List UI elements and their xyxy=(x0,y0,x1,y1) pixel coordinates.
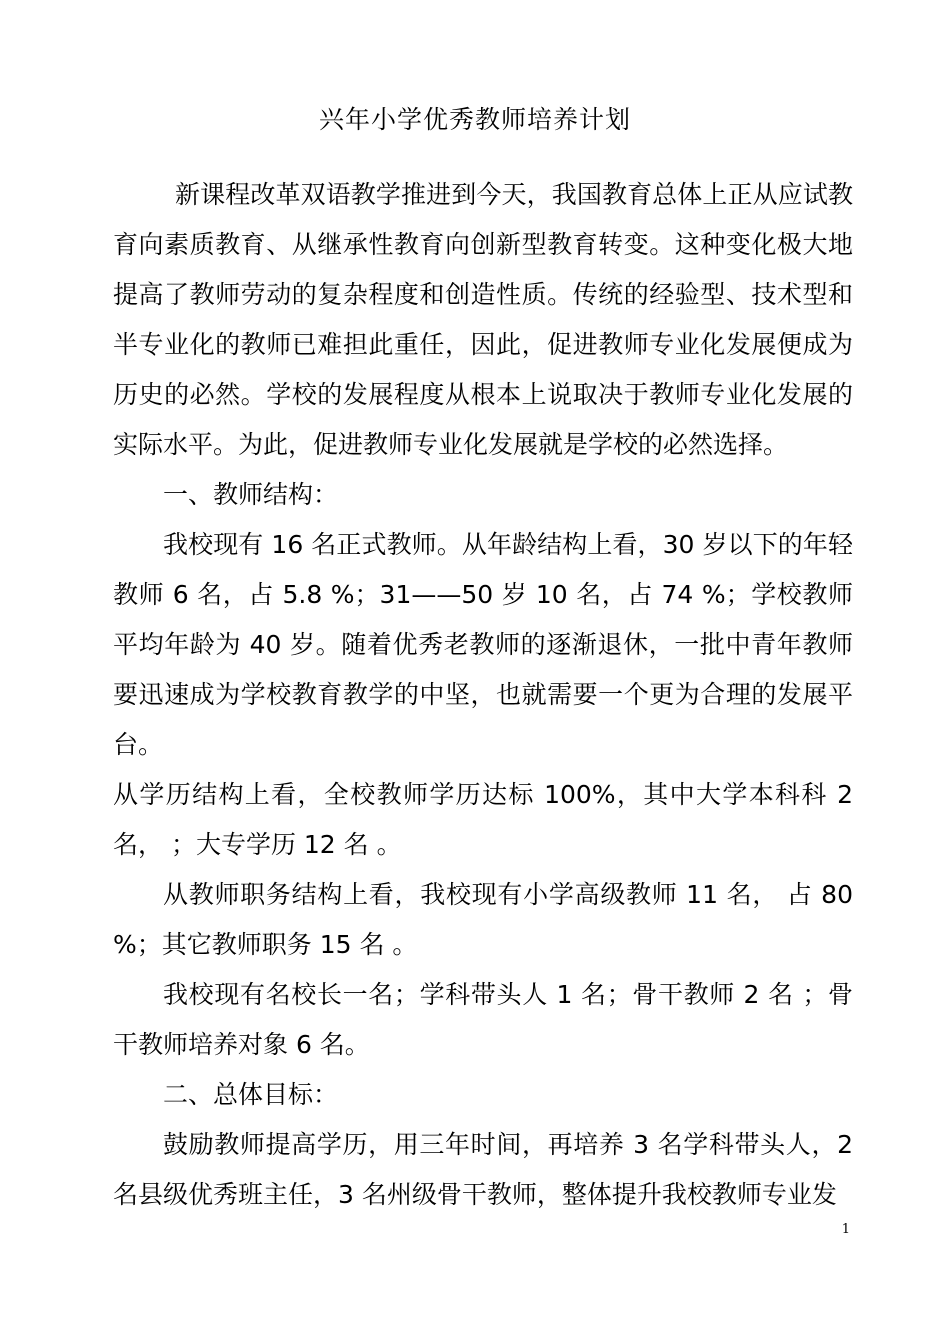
goals-paragraph: 鼓励教师提高学历，用三年时间，再培养 3 名学科带头人，2 名县级优秀班主任，3 名州级骨干教师，整体提升我校教师专业发 xyxy=(113,1130,853,1209)
document-body xyxy=(113,170,853,1220)
page-number: 1 xyxy=(841,1222,850,1237)
age-structure-paragraph: 我校现有 16 名正式教师。从年龄结构上看，30 岁以下的年轻教师 6 名，占 5.8 %；31——50 岁 10 名，占 74 %；学校教师平均年龄为 40 岁。随着优秀老教师的逐渐退休，一批中青年教师要迅速成为学校教育教学的中坚，也就需要一个更为合理的发展平台。 xyxy=(113,530,853,759)
intro-paragraph: 新课程改革双语教学推进到今天，我国教育总体上正从应试教育向素质教育、从继承性教育向创新型教育转变。这种变化极大地提高了教师劳动的复杂程度和创造性质。传统的经验型、技术型和半专业化的教师已难担此重任，因此，促进教师专业化发展便成为历史的必然。学校的发展程度从根本上说取决于教师专业化发展的实际水平。为此，促进教师专业化发展就是学校的必然选择。 xyxy=(113,180,853,459)
section-heading-overall-goals: 二、总体目标： xyxy=(163,1080,339,1109)
education-structure-paragraph: 从学历结构上看，全校教师学历达标 100%，其中大学本科科 2 名， ；大专学历 12 名 。 xyxy=(113,780,853,859)
section-heading-teacher-structure: 一、教师结构： xyxy=(163,480,339,509)
title-structure-paragraph: 从教师职务结构上看，我校现有小学高级教师 11 名， 占 80 %；其它教师职务 15 名 。 xyxy=(113,880,853,959)
key-teachers-paragraph: 我校现有名校长一名；学科带头人 1 名；骨干教师 2 名 ；骨干教师培养对象 6 名。 xyxy=(113,980,853,1059)
document-title: 兴年小学优秀教师培养计划 xyxy=(318,105,631,134)
